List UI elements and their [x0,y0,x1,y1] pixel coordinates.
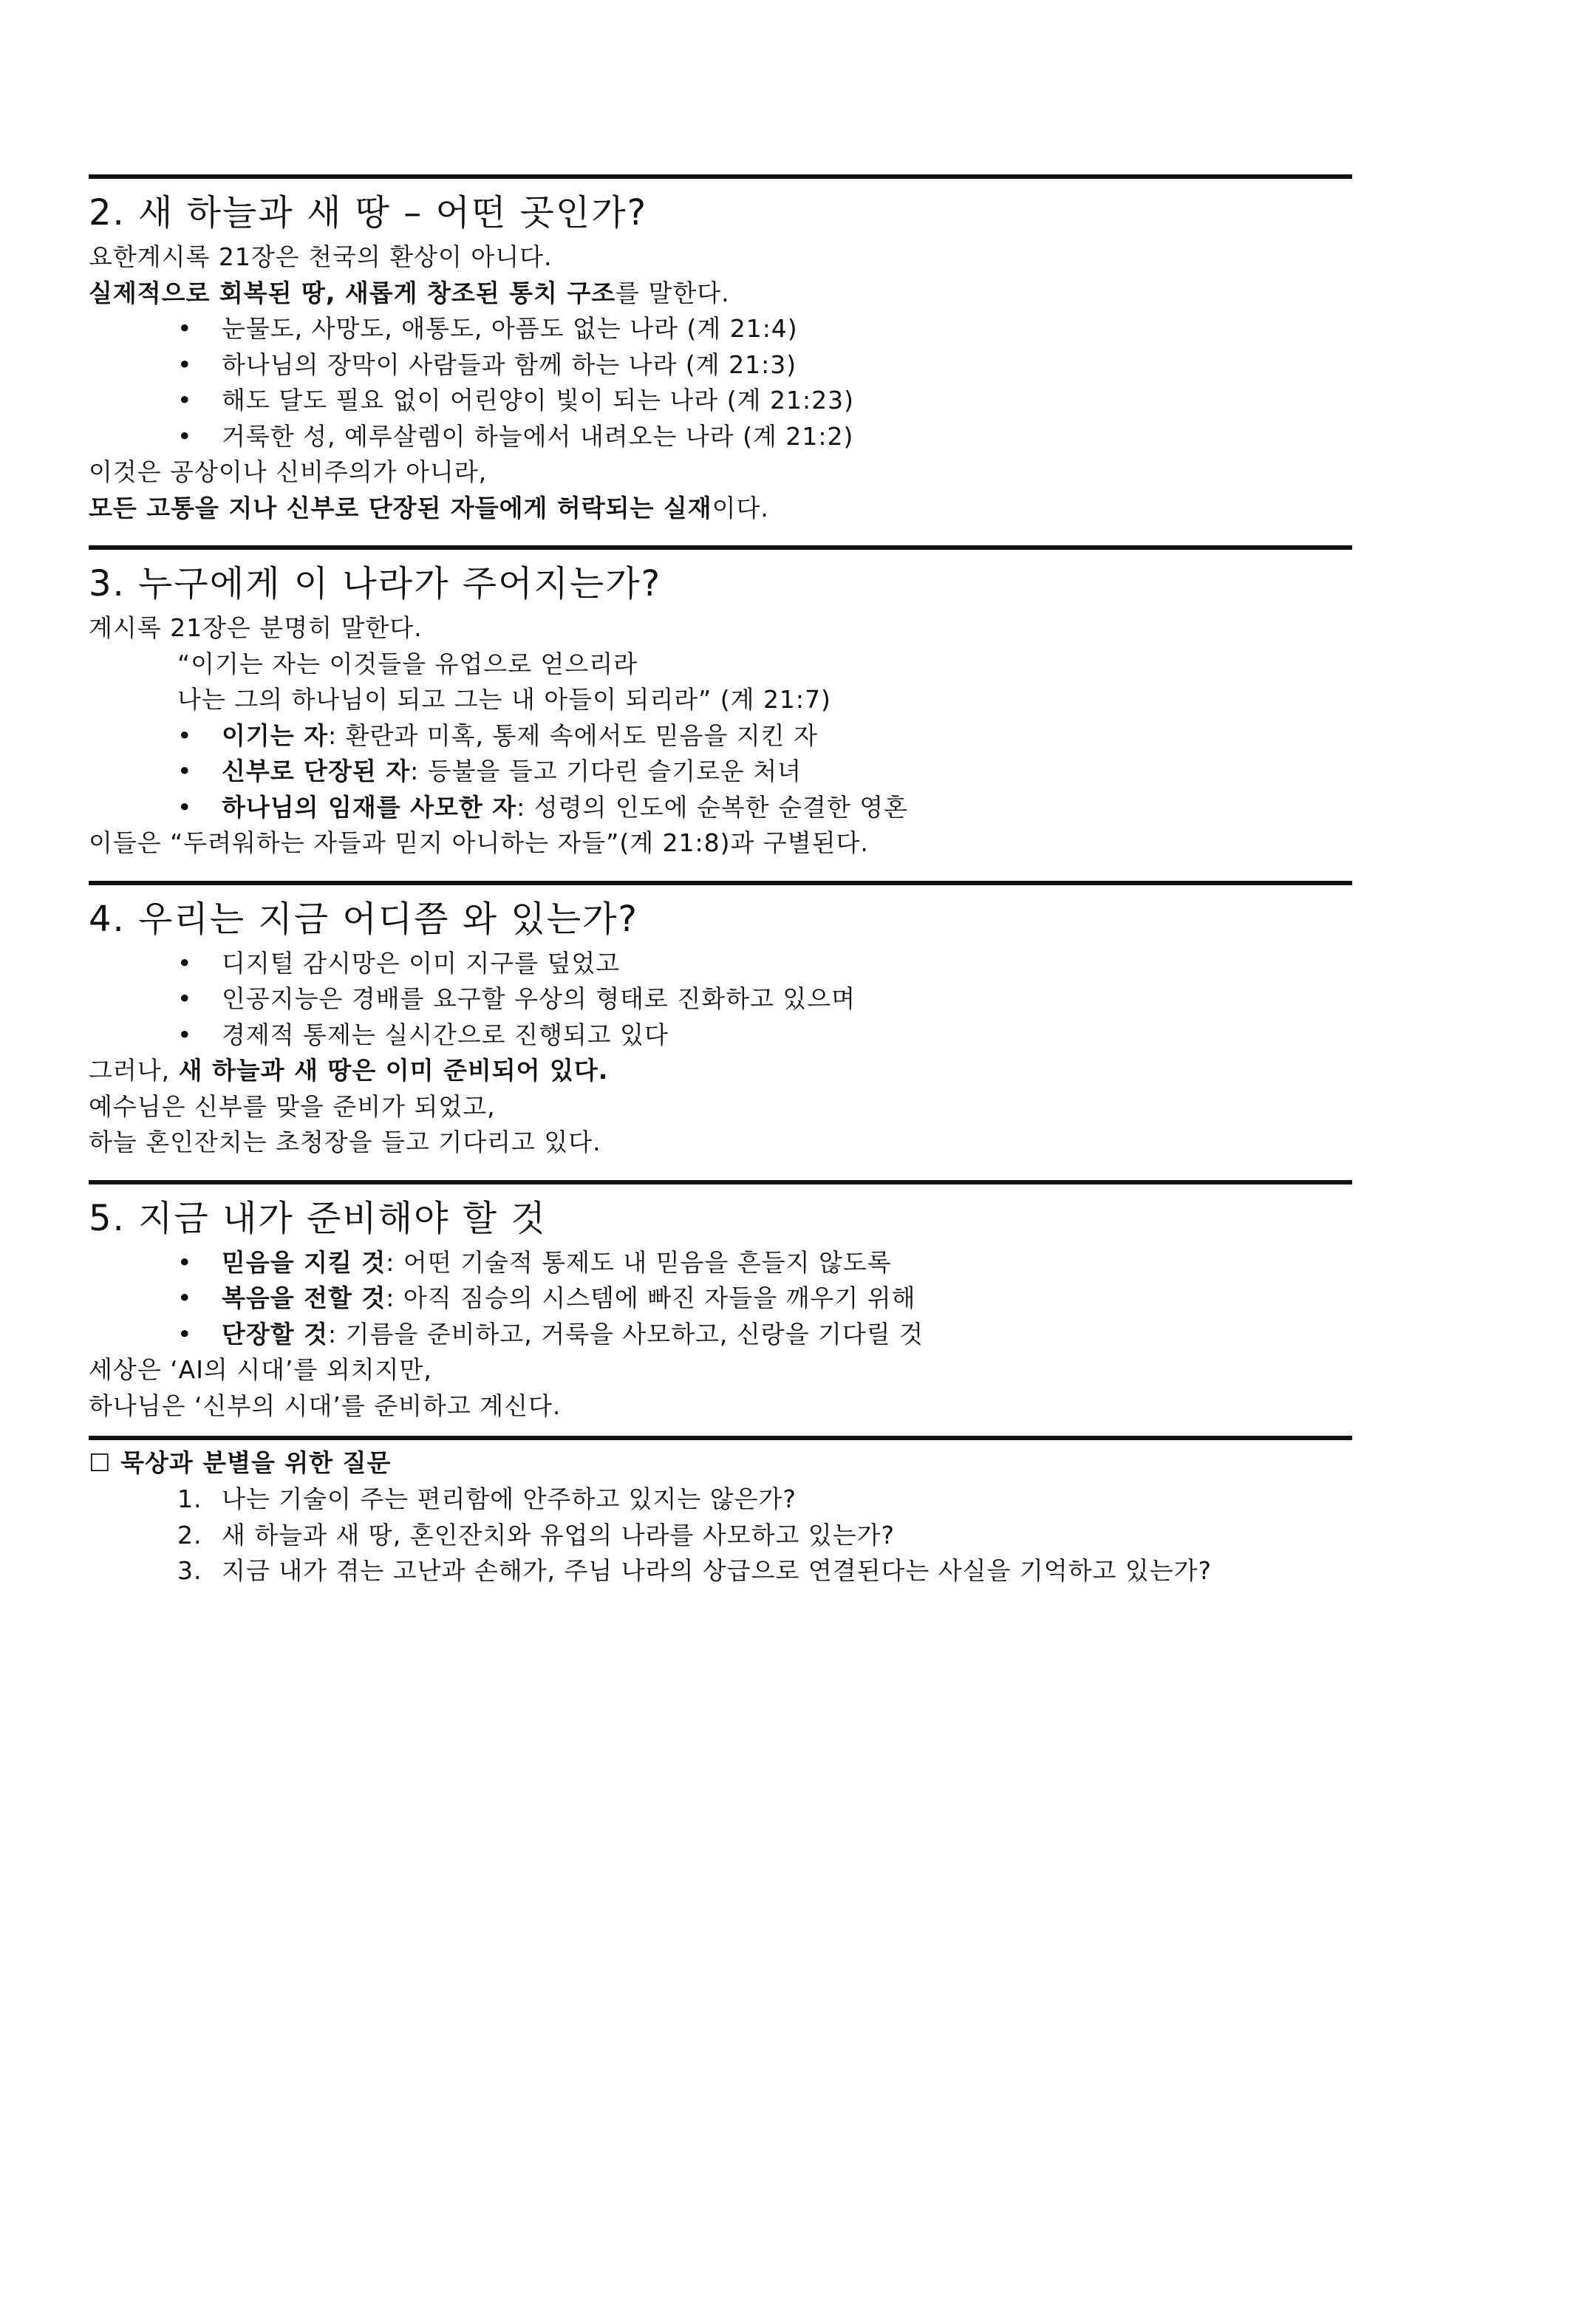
paragraph-line: 이들은 “두려워하는 자들과 믿지 아니하는 자들”(계 21:8)과 구별된다. [89,828,869,857]
text: : 성령의 인도에 순복한 순결한 영혼 [516,792,908,822]
list-item [89,383,1352,419]
bullet-icon: • [177,1319,193,1349]
question-number: 3. [177,1556,202,1585]
bullet-icon: • [177,792,193,822]
section-4 [89,885,1352,1161]
question-item [89,1518,1352,1554]
bullet-icon: • [177,948,193,978]
list-item [89,754,1352,790]
checkbox-icon: ☐ [89,1448,112,1477]
list-item [89,1017,1352,1054]
section-heading: 2. 새 하늘과 새 땅 – 어떤 곳인가? [89,192,648,233]
bullet-icon: • [177,1020,193,1049]
paragraph-line: 하늘 혼인잔치는 초청장을 들고 기다리고 있다. [89,1128,601,1156]
bold-text: 단장할 것 [222,1319,329,1349]
bold-text: 복음을 전할 것 [222,1284,386,1312]
list-item [89,311,1352,347]
paragraph-line: 요한계시록 21장은 천국의 환상이 아니다. [89,242,553,271]
bold-text: 이기는 자 [222,720,329,750]
list-item-text: 경제적 통제는 실시간으로 진행되고 있다 [222,1020,669,1049]
question-text: 새 하늘과 새 땅, 혼인잔치와 유업의 나라를 사모하고 있는가? [222,1520,895,1550]
bullet-icon: • [177,1247,193,1277]
text: 를 말한다. [615,278,730,307]
bold-text: 실제적으로 회복된 땅, 새롭게 창조된 통치 구조 [89,278,616,307]
section-5 [89,1184,1352,1425]
list-item [89,946,1352,982]
list-item [89,347,1352,384]
section-2 [89,179,1352,526]
list-item [89,1245,1352,1281]
bullet-icon: • [177,421,193,451]
bold-text: 새 하늘과 새 땅은 이미 준비되어 있다. [178,1056,609,1085]
list-item [89,981,1352,1017]
text: 이다. [712,493,769,522]
bold-text: 하나님의 임재를 사모한 자 [222,792,517,822]
question-number: 1. [177,1484,202,1513]
list-item-text: 거룩한 성, 예루살렘이 하늘에서 내려오는 나라 (계 21:2) [222,421,854,451]
questions-section [89,1440,1352,1589]
bullet-icon: • [177,720,193,750]
paragraph-line: 세상은 ‘AI의 시대’를 외치지만, [89,1355,432,1384]
list-item [89,1281,1352,1317]
text: : 어떤 기술적 통제도 내 믿음을 흔들지 않도록 [386,1247,892,1277]
section-heading: 3. 누구에게 이 나라가 주어지는가? [89,563,662,604]
bullet-icon: • [177,386,193,415]
bold-text: 믿음을 지킬 것 [222,1247,386,1277]
paragraph-line: 이것은 공상이나 신비주의가 아니라, [89,457,488,486]
question-item [89,1553,1352,1589]
scripture-quote: “이기는 자는 이것들을 유업으로 얻으리라 [177,649,638,678]
paragraph-line: 하나님은 ‘신부의 시대’를 준비하고 계신다. [89,1391,562,1420]
document-page [89,174,1352,1589]
paragraph-line [89,276,1352,312]
list-item-text: 하나님의 장막이 사람들과 함께 하는 나라 (계 21:3) [222,350,797,379]
question-number: 2. [177,1520,202,1550]
bold-text: 모든 고통을 지나 신부로 단장된 자들에게 허락되는 실재 [89,493,712,522]
paragraph-line [89,491,1352,527]
questions-heading [89,1445,1352,1482]
section-heading: 5. 지금 내가 준비해야 할 것 [89,1197,547,1239]
list-item [89,790,1352,826]
question-text: 나는 기술이 주는 편리함에 안주하고 있지는 않은가? [222,1484,797,1513]
bold-text: 신부로 단장된 자 [222,757,411,785]
paragraph-line: 예수님은 신부를 맞을 준비가 되었고, [89,1091,496,1121]
list-item-text: 해도 달도 필요 없이 어린양이 빛이 되는 나라 (계 21:23) [222,386,854,415]
text: : 기름을 준비하고, 거룩을 사모하고, 신랑을 기다릴 것 [328,1319,924,1349]
list-item [89,419,1352,455]
list-item-text: 디지털 감시망은 이미 지구를 덮었고 [222,948,621,978]
section-3 [89,550,1352,862]
bullet-icon: • [177,984,193,1013]
list-item [89,1317,1352,1353]
text: : 환란과 미혹, 통제 속에서도 믿음을 지킨 자 [328,720,818,750]
bullet-icon: • [177,1284,193,1312]
question-item [89,1482,1352,1518]
question-text: 지금 내가 겪는 고난과 손해가, 주님 나라의 상급으로 연결된다는 사실을 기억하고 있는가? [222,1556,1212,1585]
list-item-text: 눈물도, 사망도, 애통도, 아픔도 없는 나라 (계 21:4) [222,314,798,343]
list-item-text: 인공지능은 경배를 요구할 우상의 형태로 진화하고 있으며 [222,984,856,1013]
questions-title: 묵상과 분별을 위한 질문 [120,1448,392,1477]
section-heading: 4. 우리는 지금 어디쯤 와 있는가? [89,898,638,940]
bullet-icon: • [177,314,193,343]
text: 그러나, [89,1056,179,1085]
list-item [89,718,1352,754]
text: : 아직 짐승의 시스템에 빠진 자들을 깨우기 위해 [386,1284,916,1312]
paragraph-line: 계시록 21장은 분명히 말한다. [89,613,423,642]
text: : 등불을 들고 기다린 슬기로운 처녀 [410,757,802,785]
bullet-icon: • [177,350,193,379]
scripture-quote: 나는 그의 하나님이 되고 그는 내 아들이 되리라” (계 21:7) [177,685,831,714]
bullet-icon: • [177,757,193,785]
paragraph-line [89,1053,1352,1089]
